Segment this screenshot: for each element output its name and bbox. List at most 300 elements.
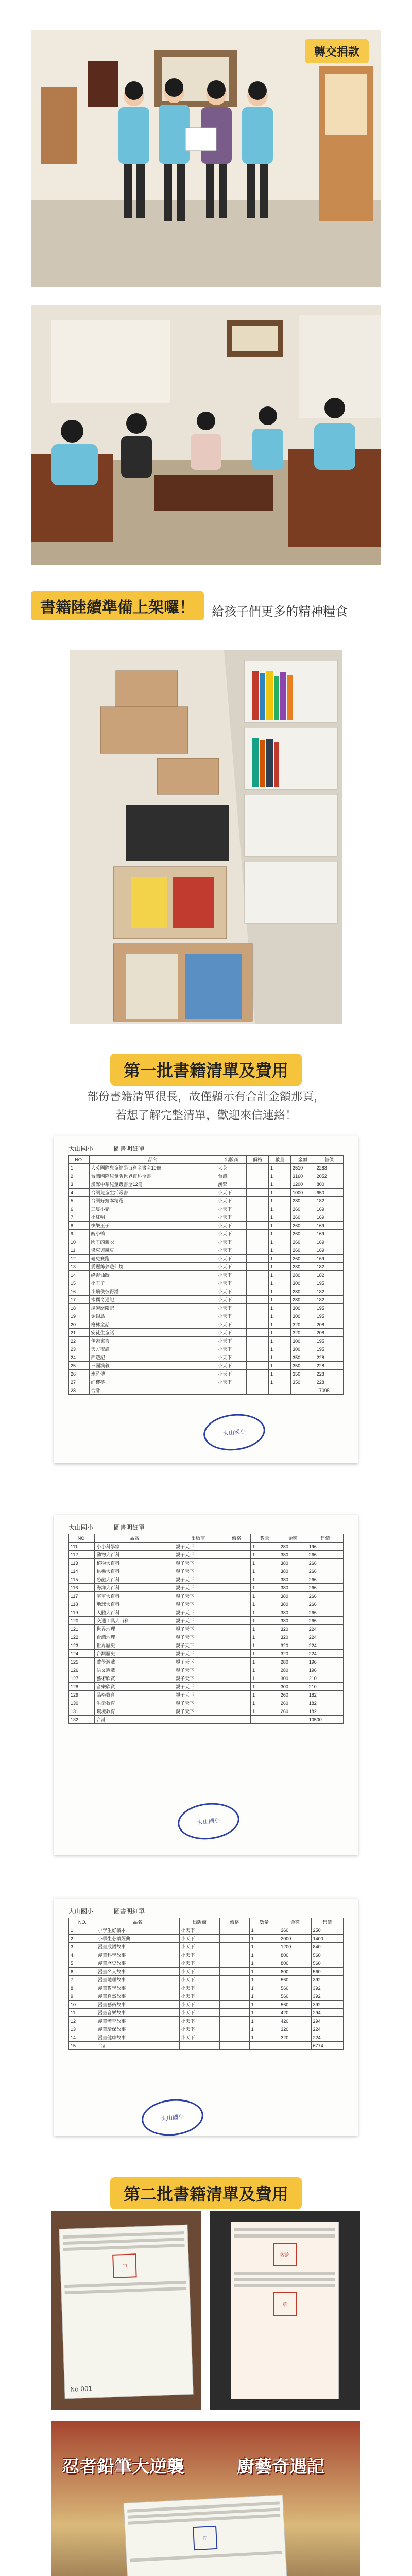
table-cell: 西遊記	[89, 1353, 216, 1362]
table-cell: 320	[279, 1625, 307, 1633]
table-cell: 125	[69, 1658, 95, 1666]
table-cell	[246, 1337, 268, 1345]
table-cell: 小天下	[216, 1197, 247, 1205]
table-cell: 小飛俠彼得潘	[89, 1287, 216, 1296]
table-cell: 380	[279, 1600, 307, 1608]
table-cell: 小天下	[216, 1222, 247, 1230]
table-cell: 800	[279, 1968, 311, 1976]
table-cell	[251, 1716, 279, 1724]
table-cell: 生命教育	[95, 1699, 174, 1707]
table-cell: 1	[249, 2009, 279, 2017]
table-cell: 大英國際兒童簡易百科全書全10冊	[89, 1164, 216, 1172]
first-batch-description	[0, 1088, 412, 1125]
table-cell	[246, 1353, 268, 1362]
table-cell: 280	[279, 1658, 307, 1666]
table-cell: 1	[269, 1205, 291, 1213]
table-cell: 親子天下	[174, 1551, 222, 1559]
table-row	[69, 1222, 344, 1230]
table-cell: 1	[269, 1337, 291, 1345]
table-cell: 親子天下	[174, 1559, 222, 1567]
table-cell: 17	[69, 1296, 90, 1304]
table-cell: 560	[311, 1959, 343, 1968]
table-cell: 合計	[89, 1386, 216, 1395]
table-cell: 260	[291, 1222, 315, 1230]
table-cell: 小天下	[216, 1246, 247, 1255]
table-cell: 小紅帽	[89, 1213, 216, 1222]
table-cell: 11	[69, 2009, 96, 2017]
table-row	[69, 1943, 344, 1951]
table-cell: 129	[69, 1691, 95, 1699]
table-cell: 親子天下	[174, 1584, 222, 1592]
table-cell	[246, 1386, 268, 1395]
table-cell: 1	[251, 1608, 279, 1617]
table-cell: 27	[69, 1378, 90, 1386]
table-cell: 380	[279, 1592, 307, 1600]
table-cell: 380	[279, 1617, 307, 1625]
table-cell: 小天下	[179, 2033, 219, 2042]
book-list-table-1	[68, 1155, 344, 1395]
table-cell	[222, 1707, 251, 1716]
table-cell: 1	[251, 1699, 279, 1707]
table-cell: 親子天下	[174, 1707, 222, 1716]
receipt-line	[234, 2234, 335, 2238]
table-cell	[219, 1959, 249, 1968]
table-cell	[246, 1271, 268, 1279]
table-row	[69, 1353, 344, 1362]
table-row	[69, 1559, 344, 1567]
table-cell	[222, 1551, 251, 1559]
table-cell: 漫畫健康故事	[96, 2033, 179, 2042]
table-cell: 169	[315, 1222, 343, 1230]
table-cell: 漢聲	[216, 1180, 247, 1189]
table-cell: 1	[269, 1378, 291, 1386]
table-row	[69, 1633, 344, 1641]
table-cell: 3510	[291, 1164, 315, 1172]
table-cell: 小天下	[179, 1968, 219, 1976]
table-cell: 420	[279, 2017, 311, 2025]
table-cell: 1	[269, 1329, 291, 1337]
table-cell: 28	[69, 1386, 90, 1395]
table-cell: 小學生好讀本	[96, 1926, 179, 1935]
table-cell: 21	[69, 1329, 90, 1337]
table-cell: 4	[69, 1951, 96, 1959]
table-cell	[246, 1362, 268, 1370]
table-cell: 392	[311, 1984, 343, 1992]
table-cell: 196	[307, 1658, 343, 1666]
receipt-stamp: 章	[273, 2292, 297, 2316]
table-cell: 169	[315, 1238, 343, 1246]
table-cell	[222, 1567, 251, 1575]
doc-header	[68, 1523, 344, 1532]
table-cell: 195	[315, 1345, 343, 1353]
table-cell: 湯姆歷險記	[89, 1304, 216, 1312]
table-cell	[246, 1180, 268, 1189]
table-cell: 小天下	[179, 2017, 219, 2025]
table-cell: 親子天下	[174, 1699, 222, 1707]
table-cell: 1	[249, 2033, 279, 2042]
table-cell: 1	[251, 1617, 279, 1625]
table-cell: 169	[315, 1213, 343, 1222]
table-cell	[179, 2042, 219, 2050]
doc-header	[68, 1144, 344, 1153]
receipt-stamp: 印	[193, 2526, 217, 2550]
table-cell: 260	[279, 1691, 307, 1699]
table-cell: 300	[279, 1683, 307, 1691]
table-cell: 195	[315, 1337, 343, 1345]
table-row	[69, 1551, 344, 1559]
table-cell: 182	[315, 1197, 343, 1205]
table-cell	[246, 1287, 268, 1296]
school-stamp: 大山國小	[176, 1800, 242, 1842]
table-cell: 1200	[291, 1180, 315, 1189]
receipt-line	[234, 2284, 335, 2287]
photo-donation-handover	[31, 30, 381, 287]
table-cell: 132	[69, 1716, 95, 1724]
table-cell: 320	[279, 1633, 307, 1641]
table-cell: 294	[311, 2009, 343, 2017]
table-row	[69, 1279, 344, 1287]
table-cell: 1	[249, 1943, 279, 1951]
col-title: 品名	[96, 1918, 179, 1926]
section-books-shelving-subtitle: 給孩子們更多的精神糧食	[212, 604, 348, 619]
section-books-shelving-header	[31, 591, 381, 620]
receipt-line	[234, 2278, 335, 2281]
table-cell: 300	[291, 1337, 315, 1345]
table-cell	[222, 1658, 251, 1666]
table-cell: 安徒生童話	[89, 1329, 216, 1337]
table-row	[69, 1592, 344, 1600]
table-cell: 9	[69, 1992, 96, 2001]
table-cell: 2000	[279, 1935, 311, 1943]
section-first-batch-header	[0, 1054, 412, 1086]
table-cell: 1	[251, 1559, 279, 1567]
photo-book-receipt-banner	[52, 2421, 360, 2576]
table-cell: 1	[249, 1968, 279, 1976]
table-cell: 24	[69, 1353, 90, 1362]
receipt-line	[63, 2231, 184, 2239]
table-cell: 小天下	[216, 1287, 247, 1296]
table-row	[69, 1263, 344, 1271]
table-cell: 1	[269, 1362, 291, 1370]
banner-text-right: 廚藝奇遇記	[237, 2456, 324, 2477]
table-cell: 恐龍大百科	[95, 1575, 174, 1584]
table-cell: 台灣	[216, 1172, 247, 1180]
table-row	[69, 1296, 344, 1304]
table-cell: 1	[269, 1271, 291, 1279]
table-cell	[222, 1683, 251, 1691]
photo-donation-handover-illustration	[31, 30, 381, 287]
table-cell	[219, 1943, 249, 1951]
table-cell: 260	[291, 1230, 315, 1238]
table-row	[69, 1926, 344, 1935]
table-cell: 210	[307, 1674, 343, 1683]
table-cell: 195	[315, 1312, 343, 1320]
table-cell: 1	[251, 1641, 279, 1650]
table-cell: 117	[69, 1592, 95, 1600]
table-cell: 1	[249, 1951, 279, 1959]
table-cell: 300	[291, 1312, 315, 1320]
table-cell: 260	[279, 1699, 307, 1707]
table-cell: 小天下	[179, 1976, 219, 1984]
table-row	[69, 1172, 344, 1180]
table-cell: 169	[315, 1255, 343, 1263]
table-row	[69, 1608, 344, 1617]
table-cell: 800	[279, 1959, 311, 1968]
table-row	[69, 1362, 344, 1370]
table-cell: 260	[291, 1255, 315, 1263]
table-row	[69, 1575, 344, 1584]
table-cell: 世界地理	[95, 1625, 174, 1633]
table-cell: 260	[279, 1707, 307, 1716]
table-cell: 800	[279, 1951, 311, 1959]
table-cell: 漫畫藝術故事	[96, 2001, 179, 2009]
table-cell: 1	[251, 1650, 279, 1658]
table-cell: 1	[269, 1353, 291, 1362]
col-title: 品名	[95, 1534, 174, 1543]
table-cell: 392	[311, 1992, 343, 2001]
table-cell: 260	[291, 1246, 315, 1255]
table-cell: 漫畫音樂故事	[96, 2009, 179, 2017]
table-cell: 260	[291, 1238, 315, 1246]
col-sale: 售價	[307, 1534, 343, 1543]
table-cell: 3	[69, 1943, 96, 1951]
receipt-line	[130, 2551, 282, 2562]
table-cell: 親子天下	[174, 1608, 222, 1617]
table-cell: 10	[69, 1238, 90, 1246]
table-cell: 小天下	[216, 1353, 247, 1362]
book-list-table-3	[68, 1918, 344, 2050]
table-cell	[249, 2042, 279, 2050]
table-cell: 169	[315, 1230, 343, 1238]
table-cell: 小天下	[216, 1205, 247, 1213]
table-cell: 7	[69, 1976, 96, 1984]
table-cell	[269, 1386, 291, 1395]
table-cell	[222, 1666, 251, 1674]
table-cell: 294	[311, 2017, 343, 2025]
table-cell: 小天下	[179, 1935, 219, 1943]
table-cell: 2	[69, 1172, 90, 1180]
table-cell	[246, 1246, 268, 1255]
table-cell: 380	[279, 1608, 307, 1617]
table-row	[69, 1716, 344, 1724]
table-cell: 1000	[291, 1189, 315, 1197]
table-cell: 224	[307, 1633, 343, 1641]
table-cell: 560	[311, 1968, 343, 1976]
table-cell	[219, 2017, 249, 2025]
donation-badge: 轉交捐款	[305, 39, 369, 63]
table-cell: 三國演義	[89, 1362, 216, 1370]
table-cell: 300	[279, 1674, 307, 1683]
table-cell: 數學遊戲	[95, 1658, 174, 1666]
table-cell	[222, 1699, 251, 1707]
table-cell: 1	[249, 1926, 279, 1935]
table-cell	[246, 1197, 268, 1205]
table-cell: 小天下	[216, 1238, 247, 1246]
table-row	[69, 1617, 344, 1625]
table-cell: 1	[269, 1246, 291, 1255]
table-cell: 親子天下	[174, 1633, 222, 1641]
table-cell: 380	[279, 1575, 307, 1584]
table-cell: 金銀島	[89, 1312, 216, 1320]
table-cell: 320	[279, 2033, 311, 2042]
table-cell: 320	[291, 1329, 315, 1337]
table-cell	[246, 1345, 268, 1353]
table-cell: 漫畫成語故事	[96, 1943, 179, 1951]
table-cell: 350	[291, 1362, 315, 1370]
table-cell	[291, 1386, 315, 1395]
table-cell	[222, 1559, 251, 1567]
table-cell	[222, 1691, 251, 1699]
table-cell: 昆蟲大百科	[95, 1567, 174, 1575]
table-cell: 1200	[279, 1943, 311, 1951]
table-row	[69, 1683, 344, 1691]
table-cell: 560	[279, 1976, 311, 1984]
table-cell: 1	[269, 1222, 291, 1230]
table-cell	[222, 1641, 251, 1650]
table-cell: 小天下	[216, 1329, 247, 1337]
table-cell: 120	[69, 1617, 95, 1625]
table-cell: 800	[315, 1180, 343, 1189]
table-row	[69, 1641, 344, 1650]
col-sale: 售價	[311, 1918, 343, 1926]
table-cell: 小天下	[216, 1271, 247, 1279]
table-cell: 560	[279, 1984, 311, 1992]
table-cell: 280	[291, 1263, 315, 1271]
col-qty: 數量	[251, 1534, 279, 1543]
table-cell	[219, 1951, 249, 1959]
table-cell	[222, 1608, 251, 1617]
table-cell: 350	[291, 1353, 315, 1362]
table-cell	[246, 1172, 268, 1180]
table-cell: 127	[69, 1674, 95, 1683]
table-cell: 22	[69, 1337, 90, 1345]
table-row	[69, 2042, 344, 2050]
table-cell: 13	[69, 2025, 96, 2033]
table-cell: 大英	[216, 1164, 247, 1172]
table-cell: 169	[315, 1205, 343, 1213]
table-cell: 320	[279, 2025, 311, 2033]
table-cell: 伊索寓言	[89, 1337, 216, 1345]
receipt-paper	[123, 2495, 288, 2576]
table-cell: 人體大百科	[95, 1608, 174, 1617]
table-cell: 1	[251, 1551, 279, 1559]
table-cell: 親子天下	[174, 1674, 222, 1683]
receipt-line	[65, 2287, 186, 2294]
table-row	[69, 1543, 344, 1551]
table-cell: 1	[251, 1707, 279, 1716]
table-cell: 266	[307, 1551, 343, 1559]
table-cell: 1	[269, 1213, 291, 1222]
table-cell: 1	[269, 1279, 291, 1287]
table-cell: 國王的新衣	[89, 1238, 216, 1246]
photo-meeting-illustration	[31, 305, 381, 565]
table-cell: 16	[69, 1287, 90, 1296]
table-cell: 小天下	[179, 2001, 219, 2009]
table-cell: 8	[69, 1222, 90, 1230]
table-cell: 280	[291, 1271, 315, 1279]
table-row	[69, 1320, 344, 1329]
table-cell: 113	[69, 1559, 95, 1567]
table-cell: 224	[311, 2025, 343, 2033]
table-row	[69, 1271, 344, 1279]
table-cell: 小天下	[216, 1320, 247, 1329]
table-cell: 228	[315, 1370, 343, 1378]
receipt-stamp: 印	[112, 2253, 137, 2278]
table-cell: 266	[307, 1617, 343, 1625]
table-cell: 1	[269, 1263, 291, 1271]
table-header-row	[69, 1156, 344, 1164]
photo-receipt-2	[210, 2211, 360, 2410]
table-row	[69, 1197, 344, 1205]
table-cell	[279, 1716, 307, 1724]
table-cell: 小天下	[216, 1296, 247, 1304]
table-cell: 小天下	[179, 1926, 219, 1935]
table-cell: 1400	[311, 1935, 343, 1943]
table-cell: 1	[269, 1287, 291, 1296]
table-cell: 196	[307, 1666, 343, 1674]
table-cell: 114	[69, 1567, 95, 1575]
book-list-body-2	[69, 1543, 344, 1724]
table-row	[69, 1976, 344, 1984]
table-cell	[222, 1674, 251, 1683]
table-cell: 漢聲中華兒童叢書全12冊	[89, 1180, 216, 1189]
table-cell: 環境教育	[95, 1707, 174, 1716]
table-cell: 1	[249, 2025, 279, 2033]
table-cell	[219, 2025, 249, 2033]
table-cell: 3160	[291, 1172, 315, 1180]
table-cell: 2052	[315, 1172, 343, 1180]
receipt-line	[63, 2244, 185, 2251]
table-cell: 266	[307, 1575, 343, 1584]
receipt-line	[234, 2272, 335, 2275]
table-row	[69, 1968, 344, 1976]
table-cell	[219, 1926, 249, 1935]
book-list-document-1	[54, 1136, 358, 1463]
table-cell: 14	[69, 2033, 96, 2042]
col-qty: 數量	[269, 1156, 291, 1164]
table-row	[69, 2025, 344, 2033]
col-amount: 金額	[279, 1534, 307, 1543]
table-cell: 紅樓夢	[89, 1378, 216, 1386]
table-cell	[246, 1329, 268, 1337]
table-cell: 1	[249, 1976, 279, 1984]
table-cell	[222, 1625, 251, 1633]
table-cell: 1	[249, 2001, 279, 2009]
table-cell: 1	[251, 1543, 279, 1551]
table-cell	[246, 1263, 268, 1271]
table-cell: 228	[315, 1378, 343, 1386]
table-cell: 1	[269, 1197, 291, 1205]
first-batch-description-line2: 若想了解完整清單，歡迎來信連絡！	[115, 1109, 297, 1122]
col-qty: 數量	[249, 1918, 279, 1926]
table-row	[69, 1707, 344, 1716]
table-cell	[219, 1968, 249, 1976]
table-cell: 560	[279, 1992, 311, 2001]
table-cell: 196	[307, 1543, 343, 1551]
table-row	[69, 1378, 344, 1386]
table-cell: 224	[311, 2033, 343, 2042]
table-row	[69, 1238, 344, 1246]
table-cell	[246, 1255, 268, 1263]
table-cell: 182	[307, 1699, 343, 1707]
table-cell	[219, 2009, 249, 2017]
table-cell: 水滸傳	[89, 1370, 216, 1378]
table-cell: 1	[269, 1320, 291, 1329]
table-cell: 266	[307, 1567, 343, 1575]
first-batch-description-line1: 部份書籍清單很長，故僅顯示有合計金額那頁，	[87, 1091, 325, 1104]
school-stamp: 大山國小	[202, 1411, 267, 1453]
section-books-shelving-title: 書籍陸續準備上架囉！	[31, 591, 204, 620]
